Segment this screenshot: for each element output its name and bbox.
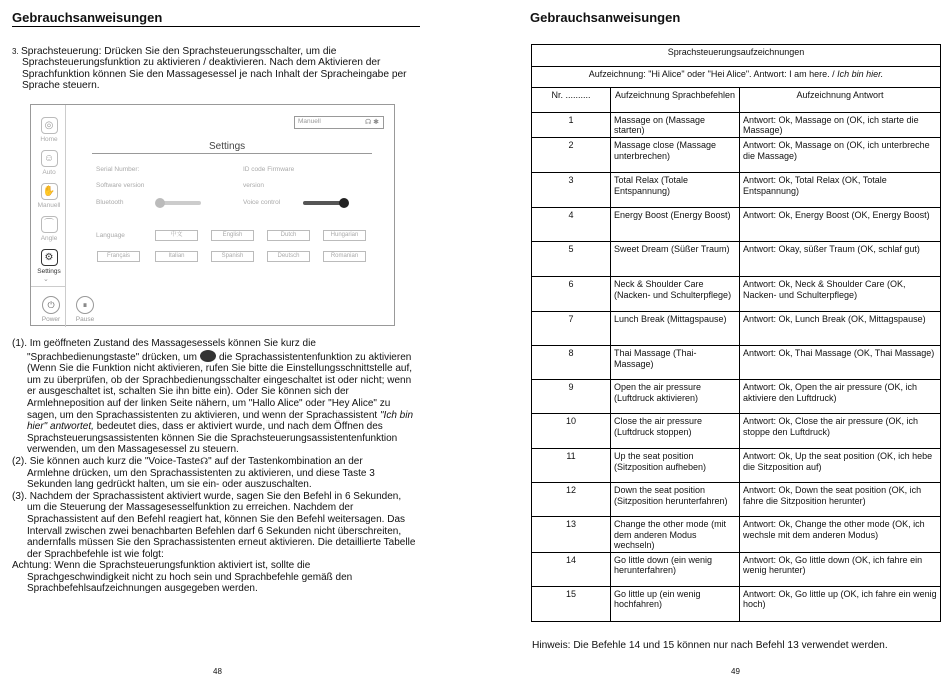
cell-resp: Antwort: Ok, Thai Massage (OK, Thai Massage) <box>740 346 941 380</box>
body-line: "Sprachbedienungstaste" drücken, um <box>27 351 197 363</box>
intro-line: Sprache steuern. <box>22 80 100 92</box>
cell-cmd: Thai Massage (Thai-Massage) <box>611 346 740 380</box>
body-line: Intervall zwischen zwei benachbarten Befehlen darf 6 Sekunden nicht überschreiten, <box>27 525 402 537</box>
sidebar-label: Manuell <box>37 202 61 209</box>
sidebar-item-angle <box>35 216 63 242</box>
table-row <box>532 553 941 587</box>
table-title: Sprachsteuerungsaufzeichnungen <box>532 45 941 67</box>
recording-italic: Ich bin hier. <box>837 69 884 79</box>
body-line: " auf der Tastenkombination an der <box>208 455 363 467</box>
voice-control-toggle <box>303 201 347 205</box>
table-row <box>532 173 941 208</box>
voice-control-toggle-knob <box>339 198 349 208</box>
hint-text: Hinweis: Die Befehle 14 und 15 können nur nach Befehl 13 verwendet werden. <box>532 640 888 651</box>
right-page <box>475 0 950 684</box>
cell-nr: 10 <box>532 414 611 449</box>
body-line: um zu überprüfen, ob der Sprachbedienungsschalter eingeschaltet ist oder nicht; wenn <box>27 374 412 386</box>
cell-nr: 9 <box>532 380 611 414</box>
voice-bluetooth-icon: ☊ ✱ <box>364 119 379 126</box>
cell-nr: 8 <box>532 346 611 380</box>
cell-nr: 1 <box>532 113 611 138</box>
sidebar-item-auto <box>35 150 63 176</box>
cell-resp: Antwort: Ok, Lunch Break (OK, Mittagspause) <box>740 312 941 346</box>
body-line: verwenden, um den Massagesessel zu steuern. <box>27 444 239 456</box>
settings-title: Settings <box>209 141 246 152</box>
gear-icon: ⚙ <box>41 249 58 266</box>
page-number: 49 <box>731 667 740 676</box>
body-line: (Wenn Sie die Funktion nicht aktivieren, rufen Sie bitte die Einstellungsschnittstelle auf, <box>27 363 413 375</box>
sidebar-item-settings <box>35 249 63 275</box>
note-line: Sprachbefehlsaufzeichnungen ausgegeben werden. <box>27 583 258 595</box>
item-number: (1). <box>12 338 27 349</box>
cell-cmd: Go little down (ein wenig herunterfahren) <box>611 553 740 587</box>
cell-resp: Antwort: Ok, Neck & Shoulder Care (OK, Nacken- und Schulterpflege) <box>740 277 941 312</box>
intro-line: Sprachsteuerung: Drücken Sie den Sprachsteuerungsschalter, um die <box>21 46 337 57</box>
column-header-nr: Nr. .......... <box>532 88 611 113</box>
body-line: der Sprachbefehle ist wie folgt: <box>27 548 164 560</box>
sidebar-divider <box>31 286 66 287</box>
cell-resp: Antwort: Ok, Go little up (OK, ich fahre ein wenig hoch) <box>740 587 941 622</box>
cell-nr: 4 <box>532 208 611 242</box>
sidebar-label: Angle <box>40 235 58 242</box>
software-version-label: Software version <box>96 182 145 189</box>
note-line: Sprachgeschwindigkeit nicht zu hoch sein und Sprachbefehle gemäß den <box>27 571 353 583</box>
table-recording-row <box>532 67 941 88</box>
sidebar-item-home <box>35 117 63 143</box>
bluetooth-label: Bluetooth <box>96 199 124 206</box>
body-line: Sprachsteuerungsassistenten können Sie die Sprachsteuerungsassistentenfunktion <box>27 432 398 444</box>
cell-nr: 12 <box>532 483 611 517</box>
italic-quote: hier" antwortet, <box>27 421 94 433</box>
intro-number: 3. <box>12 47 19 56</box>
page-number: 48 <box>213 667 222 676</box>
instructions-body <box>12 338 422 595</box>
cell-resp: Antwort: Ok, Go little down (OK, ich fahre ein wenig herunter) <box>740 553 941 587</box>
body-line: er ausgeschaltet ist, schalten Sie ihn bitte ein). Oder Sie können sich der <box>27 386 349 398</box>
chevron-down-icon: ⌄ <box>43 276 49 283</box>
body-line: bedeutet dies, dass er aktiviert wurde, und nach dem Öffnen des <box>96 421 383 433</box>
table-row <box>532 449 941 483</box>
microphone-icon: ☊ <box>200 455 209 466</box>
table-row <box>532 208 941 242</box>
cell-cmd: Open the air pressure (Luftdruck aktivieren) <box>611 380 740 414</box>
sidebar-label: Home <box>40 136 58 143</box>
pause-icon: ⏸ <box>76 296 94 314</box>
cell-nr: 11 <box>532 449 611 483</box>
body-line: Im geöffneten Zustand des Massagesessels können Sie kurz die <box>29 338 316 349</box>
item-number: (2). <box>12 455 27 467</box>
bluetooth-toggle <box>157 201 201 205</box>
cell-resp: Antwort: Ok, Up the seat position (OK, ich hebe die Sitzposition auf) <box>740 449 941 483</box>
language-option: Spanish <box>211 251 254 262</box>
table-row <box>532 242 941 277</box>
sidebar-label: Settings <box>37 268 61 275</box>
language-label: Language <box>96 232 125 239</box>
angle-icon: ⌒ <box>41 216 58 233</box>
cell-resp: Antwort: Ok, Massage on (OK, ich starte die Massage) <box>740 113 941 138</box>
table-row <box>532 138 941 173</box>
cell-cmd: Total Relax (Totale Entspannung) <box>611 173 740 208</box>
table-row <box>532 380 941 414</box>
item-number: (3). <box>12 490 27 502</box>
body-line: sagen, um den Sprachassistenten zu aktivieren, und wenn der Sprachassistent <box>27 409 378 421</box>
italic-quote: "Ich bin <box>380 409 414 421</box>
cell-nr: 3 <box>532 173 611 208</box>
serial-number-label: Serial Number: <box>96 166 140 173</box>
cell-resp: Antwort: Ok, Change the other mode (OK, ich wechsle mit dem anderen Modus) <box>740 517 941 553</box>
cell-nr: 6 <box>532 277 611 312</box>
cell-nr: 15 <box>532 587 611 622</box>
voice-control-label: Voice control <box>243 199 281 206</box>
intro-line: Sprachfunktion können Sie den Massagesessel je nach Inhalt der Spracheingabe per <box>22 68 407 80</box>
language-option: Français <box>97 251 140 262</box>
body-line: Armlehne drücken, um den Sprachassistenten zu aktivieren, und diese Taste 3 <box>27 467 375 479</box>
cell-resp: Antwort: Okay, süßer Traum (OK, schlaf gut) <box>740 242 941 277</box>
note-line: Achtung: Wenn die Sprachsteuerungsfunktion aktiviert ist, sollte die <box>12 560 311 572</box>
mode-indicator <box>294 116 384 129</box>
table-row <box>532 483 941 517</box>
cell-cmd: Down the seat position (Sitzposition herunterfahren) <box>611 483 740 517</box>
cell-cmd: Change the other mode (mit dem anderen Modus wechseln) <box>611 517 740 553</box>
cell-cmd: Energy Boost (Energy Boost) <box>611 208 740 242</box>
table-row <box>532 277 941 312</box>
version-label: version <box>243 182 264 189</box>
home-icon: ◎ <box>41 117 58 134</box>
language-option: Hungarian <box>323 230 366 241</box>
voice-command-table <box>531 44 941 622</box>
body-line: um die Steuerung der Massagesesselfunktion zu erreichen. Nachdem der <box>27 502 354 514</box>
cell-cmd: Go little up (ein wenig hochfahren) <box>611 587 740 622</box>
cell-cmd: Massage on (Massage starten) <box>611 113 740 138</box>
table-row <box>532 113 941 138</box>
body-line: Sekunden lang gedrückt halten, um sie ein- oder auszuschalten. <box>27 479 312 491</box>
auto-icon: ☺ <box>41 150 58 167</box>
cell-cmd: Close the air pressure (Luftdruck stoppen) <box>611 414 740 449</box>
column-header-command: Aufzeichnung Sprachbefehlen <box>611 88 740 113</box>
power-button-image <box>40 296 62 323</box>
intro-paragraph <box>12 46 417 92</box>
cell-resp: Antwort: Ok, Energy Boost (OK, Energy Boost) <box>740 208 941 242</box>
language-option: Dutch <box>267 230 310 241</box>
cell-nr: 7 <box>532 312 611 346</box>
power-icon: ⏻ <box>42 296 60 314</box>
language-option: English <box>211 230 254 241</box>
bluetooth-toggle-knob <box>155 198 165 208</box>
cell-nr: 2 <box>532 138 611 173</box>
table-body <box>532 113 941 622</box>
language-option: Italian <box>155 251 198 262</box>
manual-icon: ✋ <box>41 183 58 200</box>
page-heading: Gebrauchsanweisungen <box>12 10 420 27</box>
body-line: die Sprachassistentenfunktion zu aktivieren <box>218 351 412 363</box>
cell-resp: Antwort: Ok, Massage on (OK, ich unterbreche die Massage) <box>740 138 941 173</box>
table-row <box>532 312 941 346</box>
column-header-response: Aufzeichnung Antwort <box>740 88 941 113</box>
cell-resp: Antwort: Ok, Total Relax (OK, Totale Entspannung) <box>740 173 941 208</box>
body-line: Armlehneposition auf der linken Seite nähern, um "Hallo Alice" oder "Hey Alice" zu <box>27 397 391 409</box>
screen-sidebar <box>31 105 66 327</box>
table-row <box>532 414 941 449</box>
body-line: Sprachassistent auf den Befehl reagiert hat, können Sie den Befehl weitersagen. Das <box>27 513 406 525</box>
settings-screen-image <box>30 104 395 326</box>
cell-cmd: Sweet Dream (Süßer Traum) <box>611 242 740 277</box>
cell-nr: 5 <box>532 242 611 277</box>
firmware-id-label: ID code Firmware <box>243 166 295 173</box>
cell-cmd: Up the seat position (Sitzposition aufheben) <box>611 449 740 483</box>
mode-label: Manuell <box>298 118 321 125</box>
cell-resp: Antwort: Ok, Close the air pressure (OK, ich stoppe den Luftdruck) <box>740 414 941 449</box>
body-line: Sie können auch kurz die "Voice-Taste <box>29 455 201 467</box>
cell-nr: 13 <box>532 517 611 553</box>
intro-line: Sprachsteuerungsfunktion zu aktivieren / deaktivieren. Nach dem Aktivieren der <box>22 57 381 69</box>
voice-button-icon <box>200 350 216 362</box>
pause-button-image <box>74 296 96 323</box>
body-line: andernfalls müssen Sie den Sprachassistenten erneut aktivieren. Die detaillierte Tabelle <box>27 537 416 549</box>
title-divider <box>92 153 372 154</box>
language-option: 中文 <box>155 230 198 241</box>
recording-text: Aufzeichnung: "Hi Alice" oder "Hei Alice". Antwort: I am here. / <box>588 69 835 79</box>
language-option: Deutsch <box>267 251 310 262</box>
sidebar-label: Auto <box>42 169 56 176</box>
cell-cmd: Lunch Break (Mittagspause) <box>611 312 740 346</box>
table-row <box>532 587 941 622</box>
power-label: Power <box>41 316 61 323</box>
cell-cmd: Massage close (Massage unterbrechen) <box>611 138 740 173</box>
language-option: Romanian <box>323 251 366 262</box>
pause-label: Pause <box>75 316 95 323</box>
table-row <box>532 517 941 553</box>
cell-resp: Antwort: Ok, Open the air pressure (OK, ich aktiviere den Luftdruck) <box>740 380 941 414</box>
cell-resp: Antwort: Ok, Down the seat position (OK, ich fahre die Sitzposition herunter) <box>740 483 941 517</box>
cell-cmd: Neck & Shoulder Care (Nacken- und Schulterpflege) <box>611 277 740 312</box>
cell-nr: 14 <box>532 553 611 587</box>
body-line: Nachdem der Sprachassistent aktiviert wurde, sagen Sie den Befehl in 6 Sekunden, <box>29 490 402 502</box>
page-heading: Gebrauchsanweisungen <box>530 10 681 25</box>
sidebar-item-manual <box>35 183 63 209</box>
table-row <box>532 346 941 380</box>
